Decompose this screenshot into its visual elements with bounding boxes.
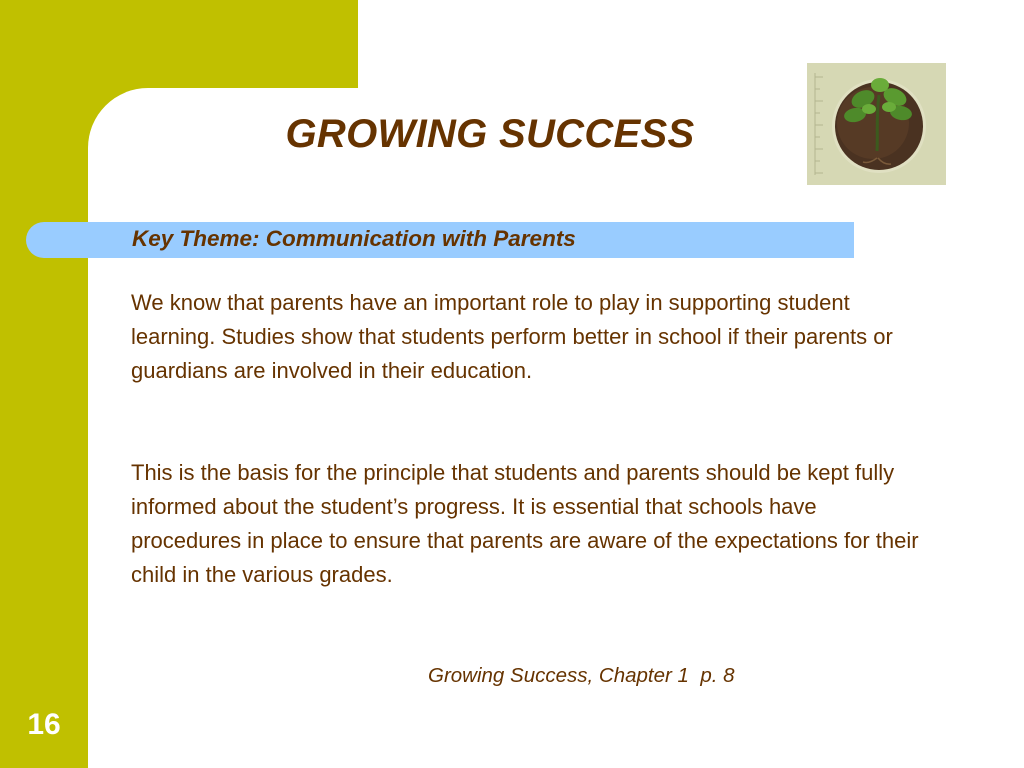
key-theme-heading: Key Theme: Communication with Parents bbox=[132, 226, 576, 251]
top-olive-bar bbox=[0, 0, 358, 88]
slide-title: GROWING SUCCESS bbox=[285, 112, 695, 156]
plant-seedling-in-soil-icon bbox=[807, 63, 946, 185]
citation: Growing Success, Chapter 1 p. 8 bbox=[428, 664, 735, 687]
slide-number: 16 bbox=[27, 708, 61, 741]
left-olive-bar bbox=[0, 0, 88, 768]
body-paragraph-1: We know that parents have an important role to play in supporting student learning. Studies show that students perform better in school if their parents or guardians are involved in their education. bbox=[131, 290, 893, 383]
body-paragraph-2: This is the basis for the principle that students and parents should be kept fully informed about the student’s progress. It is essential that schools have procedures in place to ensure that parents are aware of the expectations for their child in the various grades. bbox=[131, 460, 919, 587]
